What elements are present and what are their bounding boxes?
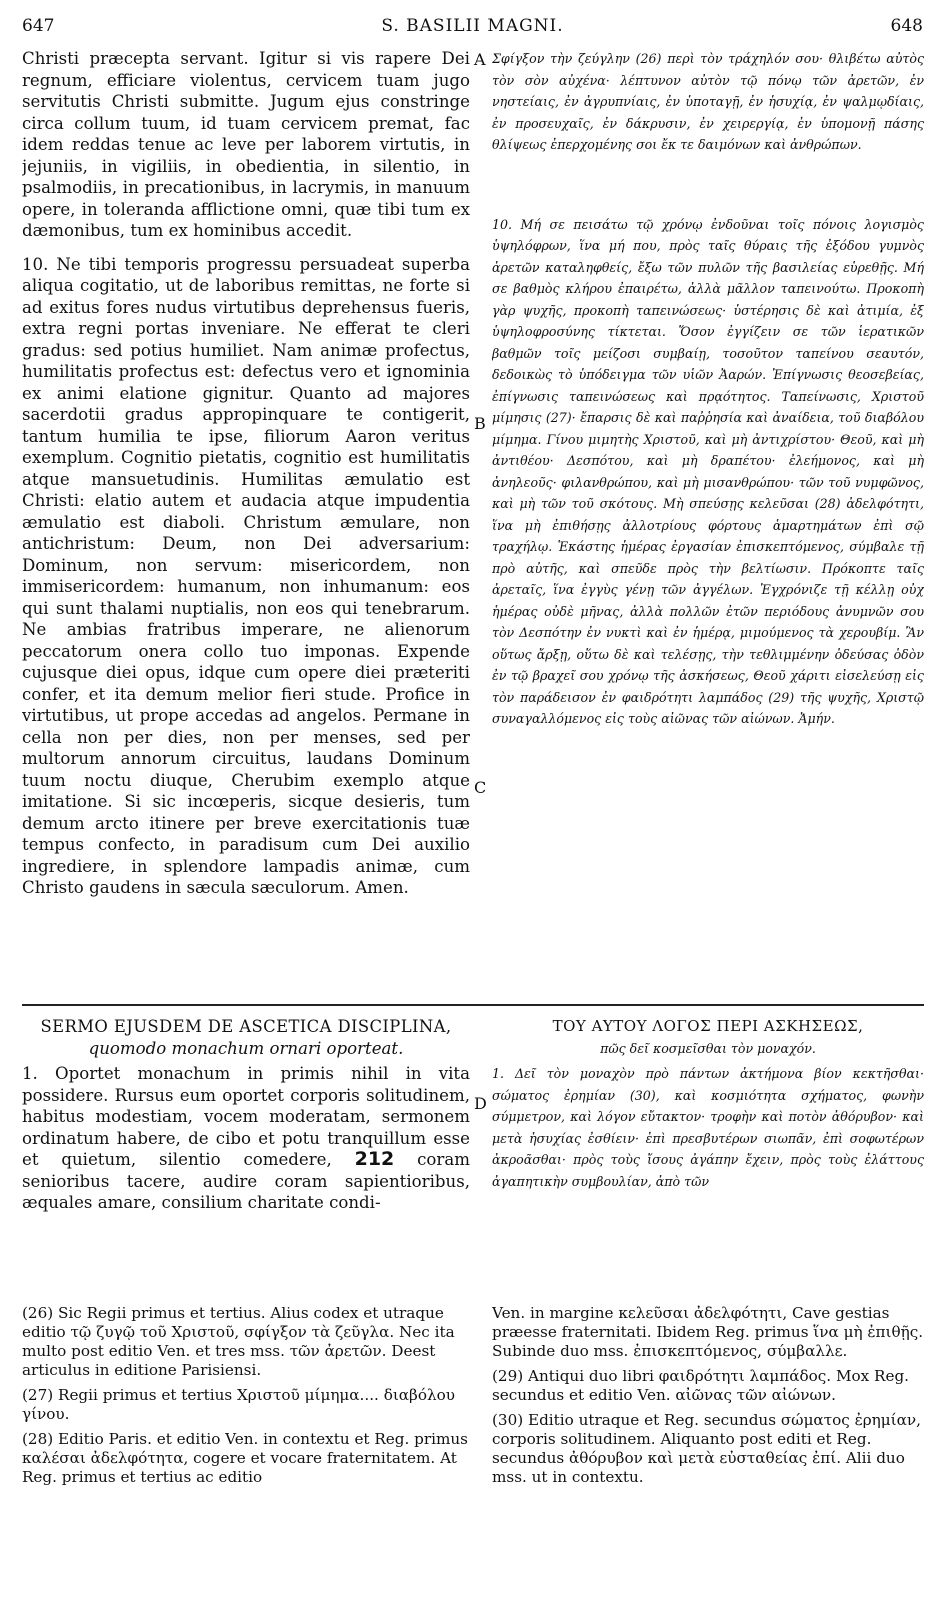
greek-paragraph: Σφίγξον τὴν ζεύγλην (26) περὶ τὸν τράχηλόν σου· θλιβέτω αὐτὸς τὸν σὸν αὐχένα· λέπτυνον αὐτὸν τῷ πόνῳ τῶν ἀρετῶν, ἐν νηστείαις, ἐν ἀγρυπνίαις, ἐν ὑποταγῇ, ἐν ἡσυχίᾳ, ἐν ψαλμῳδίαις, ἐν προσευχαῖς, ἐν δάκρυσιν, ἐν χειρεργίᾳ, ἐν ὑπομονῇ πάσης θλίψεως ἐπερχομένης σοι ἔκ τε δαιμόνων καὶ ἀνθρώπων. [492,51,924,152]
greek-column-upper [492,48,924,992]
running-header [22,16,923,40]
latin-sermon-text-start: 1. Oportet monachum in primis nihil in vita possidere. Rursus eum oportet corporis solitudinem, habitus modestiam, vocem moderatam, sermonem ordinatum habere, de cibo et potu tranquillum esse et quietum, silentio comedere, [22,1064,470,1169]
latin-paragraph-10: 10. Ne tibi temporis progressu persuadeat superba aliqua cogitatio, ut de laboribus remittas, ne forte si ad exitus fores nudus virtutibus deprehensus fueris, extra regni portas inveniare. Ne efferat te cleri gradus: sed potius humiliet. Nam animæ profectus, humilitatis profectus est: defectus vero et ignominia ex animi elatione gignitur. Quanto ad majores sacerdotii gradus appropinquare te contigerit, tantum humilia te ipse, filiorum Aaron veritus exemplum. Cognitio pietatis, cognitio est humilitatis atque mansuetudinis. Humilitas æmulatio est Christi: elatio autem et audacia atque impudentia æmulatio est diaboli. Christum æmulare, non antichristum: Deum, non Dei adversarium: Dominum, non servum: misericordem, non immisericordem: humanum, non inhumanum: eos qui sunt thalami nuptialis, non eos qui tenebrarum. Ne ambias fratribus imperare, ne alienorum peccatorum onera collo tuo imponas. Expende cujusque diei opus, idque cum opere diei præteriti confer, et ita demum melior fieri stude. Profice in virtutibus, ut prope accedas ad angelos. Permane in cella non per dies, non per menses, sed per multorum annorum circuitus, laudans Dominum tuum noctu diuque, Cherubim exemplo atque imitatione. Si sic incœperis, sicque desieris, tum demum arcto itinere per breve exercitationis tuæ tempus confecto, in paradisum cum Dei auxilio ingrediere, in splendore lampadis animæ, cum Christo gaudens in sæcula sæculorum. Amen. [22,254,470,897]
footnotes-left [22,1304,470,1594]
running-title: S. BASILII MAGNI. [381,16,564,36]
greek-sermon-paragraph: 1. Δεῖ τὸν μοναχὸν πρὸ πάντων ἀκτήμονα βίον κεκτῆσθαι· σώματος ἐρημίαν (30), καὶ κοσμιότητα σχήματος, φωνὴν σύμμετρον, καὶ λόγον εὔτακτον· τροφὴν καὶ ποτὸν ἀθόρυβον· καὶ μετὰ ἡσυχίας ἐσθίειν· ἐπὶ πρεσβυτέρων σιωπᾶν, ἐπὶ σοφωτέρων ἀκροᾶσθαι· πρὸς τοὺς ἴσους ἀγάπην ἔχειν, πρὸς τοὺς ἐλάττους ἀγαπητικὴν συμβουλίαν, ἀπὸ τῶν [492,1066,924,1189]
sermon-title-latin: SERMO EJUSDEM DE ASCETICA DISCIPLINA, [40,1017,452,1036]
sermon-subtitle-greek: πῶς δεῖ κοσμεῖσθαι τὸν μοναχόν. [600,1040,816,1056]
latin-column-lower [22,1016,470,1292]
footnote-26: (26) Sic Regii primus et tertius. Alius codex et utraque editio τῷ ζυγῷ τοῦ Χριστοῦ, σφίγξον τὰ ζεῦγλα. Nec ita multo post editio Ven. et tres mss. τῶν ἀρετῶν. Deest articulus in editione Parisiensi. [22,1304,455,1379]
page-marker: 212 [354,1148,395,1170]
greek-column-lower [492,1016,924,1292]
footnote-29: (29) Antiqui duo libri φαιδρότητι λαμπάδος. Mox Reg. secundus et editio Ven. αἰῶνας τῶν αἰώνων. [492,1367,910,1404]
latin-paragraph: Christi præcepta servant. Igitur si vis rapere Dei regnum, efficiare violentus, cervicem tuam jugo servitutis Christi submitte. Jugum ejus constringe circa collum tuum, id tuam cervicem premat, fac idem reddas tenue ac leve per laborem virtutis, in jejuniis, in vigiliis, in obedientia, in silentio, in psalmodiis, in precationibus, in lacrymis, in manuum opere, in toleranda afflictione omni, quæ tibi tum ex dæmonibus, tum ex hominibus accedit. [22,49,470,240]
latin-sermon-paragraph [22,1063,470,1214]
footnote-30: (30) Editio utraque et Reg. secundus σώματος ἐρημίαν, corporis solitudinem. Aliquanto post editi et Reg. secundus ἀθόρυβον καὶ μετὰ εὐσταθείας ἐπί. Alii duo mss. ut in contextu. [492,1411,921,1486]
footnote-28-continued: Ven. in margine κελεῦσαι ἀδελφότητι, Cave gestias præesse fraternitati. Ibidem Reg. primus ἵνα μὴ ἐπιθῇς. Subinde duo mss. ἐπισκεπτόμενος, σύμβαλλε. [492,1304,924,1360]
greek-paragraph-10: 10. Μή σε πεισάτω τῷ χρόνῳ ἐνδοῦναι τοῖς πόνοις λογισμὸς ὑψηλόφρων, ἵνα μή που, πρὸς ταῖς θύραις τῆς ἐξόδου γυμνὸς ἀρετῶν καταληφθείς, ἔξω τῶν πυλῶν τῆς βασιλείας εὑρεθῇς. Μή σε βαθμὸς κλήρου ἐπαιρέτω, ἀλλὰ μᾶλλον ταπεινούτω. Προκοπὴ γὰρ ψυχῆς, προκοπὴ ταπεινώσεως· ὑστέρησις δὲ καὶ ἀτιμία, ἐξ ὑψηλοφροσύνης τίκτεται. Ὅσον ἐγγίζειν σε τῶν ἱερατικῶν βαθμῶν τοῖς μείζοσι συμβαίῃ, τοσοῦτον ταπείνου σεαυτόν, δεδοικὼς τὸ ὑπόδειγμα τῶν υἱῶν Ἀαρών. Ἐπίγνωσις θεοσεβείας, ἐπίγνωσις ταπεινώσεως καὶ πρᾳότητος. Ταπείνωσις, Χριστοῦ μίμησις (27)· ἔπαρσις δὲ καὶ παῤῥησία καὶ ἀναίδεια, τοῦ διαβόλου μίμημα. Γίνου μιμητὴς Χριστοῦ, καὶ μὴ ἀντιχρίστου· Θεοῦ, καὶ μὴ ἀντιθέου· Δεσπότου, καὶ μὴ δραπέτου· ἐλεήμονος, καὶ μὴ ἀνηλεοῦς· φιλανθρώπου, καὶ μὴ μισανθρώπου· τῶν τοῦ νυμφῶνος, καὶ μὴ τῶν τοῦ σκότους. Μὴ σπεύσῃς κελεῦσαι (28) ἀδελφότητι, ἵνα μὴ ἐπιθήσῃς ἀλλοτρίους φόρτους ἁμαρτημάτων ἐπὶ σῷ τραχήλῳ. Ἑκάστης ἡμέρας ἐργασίαν ἐπισκεπτόμενος, σύμβαλε τῇ πρὸ αὐτῆς, καὶ σπεῦδε πρὸς τὴν βελτίωσιν. Πρόκοπτε ταῖς ἀρεταῖς, ἵνα ἐγγὺς γένῃ τῶν ἀγγέλων. Ἐγχρόνιζε τῇ κέλλῃ οὐχ ἡμέρας οὐδὲ μῆνας, ἀλλὰ πολλῶν ἐτῶν περιόδους ἀνυμνῶν σου τὸν Δεσπότην ἐν νυκτὶ καὶ ἐν ἡμέρᾳ, μιμούμενος τὰ χερουβίμ. Ἂν οὕτως ἄρξῃ, οὕτω δὲ καὶ τελέσῃς, τὴν τεθλιμμένην ὁδεύσας ὁδὸν ἐν τῷ βραχεῖ σου χρόνῳ τῆς ἀσκήσεως, Θεοῦ χάριτι εἰσελεύσῃ εἰς τὸν παράδεισον ἐν φαιδρότητι λαμπάδος (29) τῆς ψυχῆς, Χριστῷ συναγαλλόμενος εἰς τοὺς αἰῶνας τῶν αἰώνων. Ἀμήν. [492,216,924,726]
page-number-right: 648 [890,16,923,36]
latin-column-upper [22,48,470,992]
margin-letter-b: B [474,414,486,433]
margin-letter-c: C [474,778,487,797]
page-number-left: 647 [22,16,55,36]
margin-letter-a: A [474,50,486,69]
latin-sermon-text-end: coram senioribus tacere, audire coram sapientioribus, æquales amare, consilium charitate condi- [22,1150,470,1212]
footnote-27: (27) Regii primus et tertius Χριστοῦ μίμημα.... διαβόλου γίνου. [22,1386,455,1423]
footnotes-right [492,1304,924,1594]
sermon-title-greek: ΤΟΥ ΑΥΤΟΥ ΛΟΓΟΣ ΠΕΡΙ ΑΣΚΗΣΕΩΣ, [552,1017,864,1035]
section-divider [22,1004,924,1006]
sermon-subtitle-latin: quomodo monachum ornari oporteat. [88,1038,404,1058]
margin-letter-d: D [474,1094,487,1113]
footnote-28: (28) Editio Paris. et editio Ven. in contextu et Reg. primus καλέσαι ἀδελφότητα, cogere et vocare fraternitatem. At Reg. primus et tertius ac editio [22,1430,468,1486]
